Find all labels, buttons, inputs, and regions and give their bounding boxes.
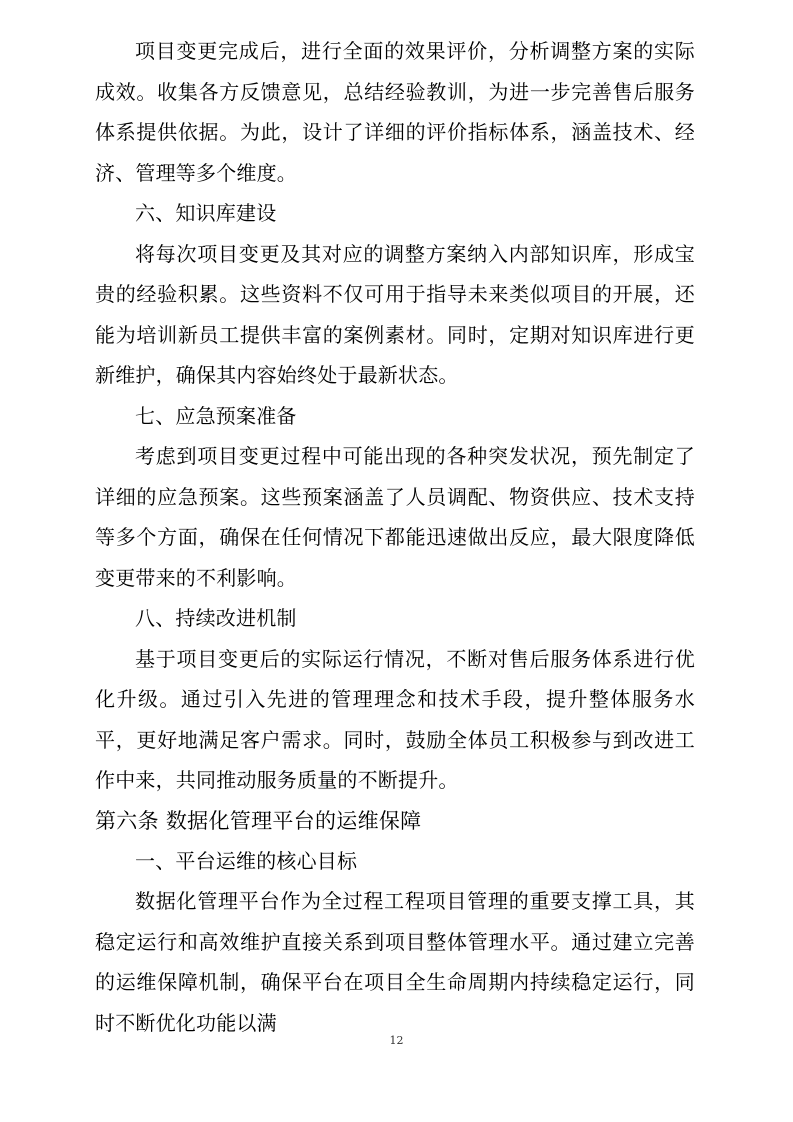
section-7-paragraph: 考虑到项目变更过程中可能出现的各种突发状况，预先制定了详细的应急预案。这些预案涵盖了人员调配、物资供应、技术支持等多个方面，确保在任何情况下都能迅速做出反应，最大限度降低变更带来的不利影响。 <box>95 444 695 590</box>
article-6-sub1-heading: 一、平台运维的核心目标 <box>135 848 358 873</box>
article-6-sub1-paragraph: 数据化管理平台作为全过程工程项目管理的重要支撑工具，其稳定运行和高效维护直接关系到项目整体管理水平。通过建立完善的运维保障机制，确保平台在项目全生命周期内持续稳定运行，同时不断优化功能以满 <box>95 889 695 1035</box>
document-page <box>95 31 695 1043</box>
section-6-paragraph: 将每次项目变更及其对应的调整方案纳入内部知识库，形成宝贵的经验积累。这些资料不仅可用于指导未来类似项目的开展，还能为培训新员工提供丰富的案例素材。同时，定期对知识库进行更新维护，确保其内容始终处于最新状态。 <box>95 241 695 387</box>
intro-paragraph: 项目变更完成后，进行全面的效果评价，分析调整方案的实际成效。收集各方反馈意见，总结经验教训，为进一步完善售后服务体系提供依据。为此，设计了详细的评价指标体系，涵盖技术、经济、管理等多个维度。 <box>95 39 695 185</box>
page-number: 12 <box>389 1034 404 1047</box>
section-7-heading: 七、应急预案准备 <box>135 403 297 428</box>
section-8-paragraph: 基于项目变更后的实际运行情况，不断对售后服务体系进行优化升级。通过引入先进的管理理念和技术手段，提升整体服务水平，更好地满足客户需求。同时，鼓励全体员工积极参与到改进工作中来，共同推动服务质量的不断提升。 <box>95 646 695 792</box>
section-8-heading: 八、持续改进机制 <box>135 606 297 630</box>
article-6-title: 第六条 数据化管理平台的运维保障 <box>95 808 422 833</box>
section-6-heading: 六、知识库建设 <box>135 201 277 225</box>
